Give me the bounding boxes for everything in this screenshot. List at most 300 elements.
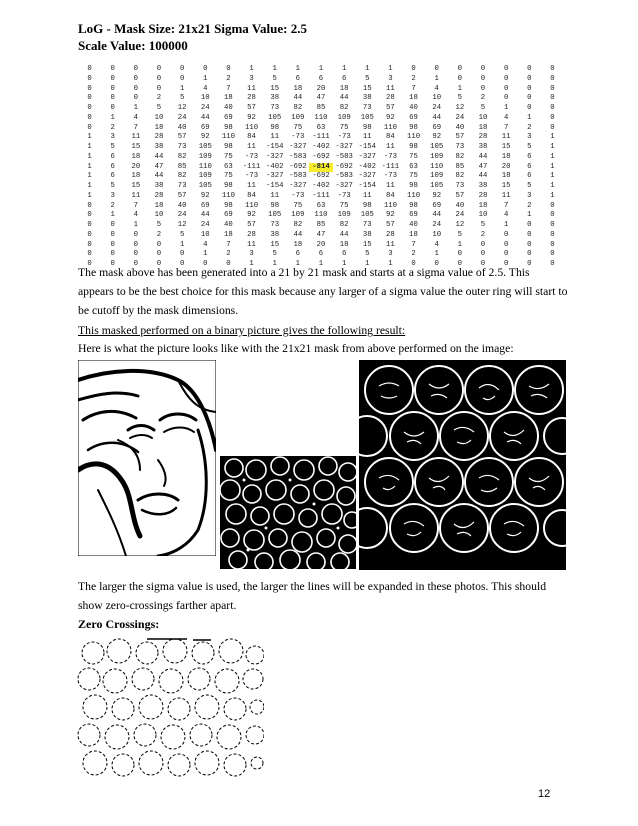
matrix-cell: 73 — [455, 182, 465, 190]
matrix-cell: 11 — [270, 133, 280, 142]
matrix-cell: 0 — [550, 260, 555, 268]
matrix-row — [78, 104, 564, 114]
matrix-cell: 11 — [247, 240, 256, 249]
matrix-cell: 0 — [110, 260, 115, 268]
matrix-cell: 11 — [386, 84, 395, 93]
matrix-cell: 3 — [527, 191, 532, 200]
matrix-cell: 0 — [550, 201, 555, 210]
matrix-cell: 82 — [455, 172, 465, 181]
matrix-cell: 1 — [110, 211, 115, 220]
matrix-cell: 18 — [293, 84, 303, 93]
matrix-row — [78, 163, 564, 173]
matrix-cell: 6 — [110, 152, 115, 161]
matrix-cell: 0 — [226, 65, 231, 73]
matrix-cell: 44 — [339, 94, 349, 103]
matrix-cell: 1 — [249, 65, 254, 73]
matrix-cell: 28 — [247, 230, 256, 239]
matrix-cell: 15 — [362, 240, 372, 249]
matrix-row — [78, 75, 564, 85]
matrix-cell: 1 — [341, 260, 347, 268]
matrix-cell: 44 — [154, 152, 164, 161]
matrix-cell: 1 — [550, 152, 555, 161]
matrix-cell: 1 — [87, 172, 92, 181]
matrix-cell: 15 — [270, 84, 280, 93]
matrix-cell: 110 — [244, 123, 259, 132]
matrix-cell: 5 — [272, 250, 277, 259]
matrix-cell: -73 — [337, 133, 351, 142]
matrix-cell: 0 — [527, 221, 532, 229]
matrix-cell: 10 — [200, 230, 210, 239]
matrix-cell: 24 — [455, 113, 465, 122]
matrix-cell: 0 — [503, 240, 509, 249]
matrix-cell: 1 — [87, 133, 92, 142]
matrix-cell: 57 — [455, 133, 465, 142]
matrix-cell: 109 — [198, 172, 212, 181]
matrix-cell: 6 — [318, 250, 324, 259]
matrix-cell: -692 — [289, 162, 307, 171]
matrix-cell: 1 — [203, 250, 208, 259]
matrix-cell: -73 — [383, 172, 397, 181]
matrix-cell: 98 — [224, 201, 233, 210]
matrix-cell: 0 — [527, 84, 532, 93]
matrix-cell: 1 — [87, 191, 92, 200]
matrix-cell: 92 — [247, 211, 256, 220]
matrix-cell: 2 — [527, 123, 532, 132]
matrix-cell: 0 — [156, 250, 162, 259]
matrix-cell: 4 — [133, 113, 139, 122]
matrix-cell: -402 — [312, 143, 330, 151]
matrix-row — [78, 231, 564, 241]
matrix-cell: 98 — [224, 182, 233, 190]
matrix-cell: -111 — [242, 162, 261, 171]
matrix-cell: -154 — [358, 182, 377, 190]
matrix-cell: 1 — [434, 74, 439, 83]
matrix-cell: 18 — [131, 172, 141, 181]
matrix-cell: 47 — [316, 230, 326, 239]
matrix-cell: 0 — [203, 65, 208, 73]
matrix-cell: 0 — [457, 250, 463, 259]
matrix-cell: 5 — [179, 230, 185, 239]
matrix-cell: 11 — [386, 143, 395, 151]
matrix-cell: 0 — [110, 84, 115, 93]
matrix-cell: -73 — [244, 172, 259, 181]
matrix-cell: 105 — [360, 113, 374, 122]
matrix-cell: 105 — [360, 211, 374, 220]
matrix-cell: 5 — [156, 104, 162, 112]
matrix-cell: 98 — [409, 143, 418, 151]
matrix-cell: 0 — [503, 230, 509, 239]
matrix-cell: 38 — [270, 230, 280, 239]
matrix-cell: 47 — [154, 162, 164, 171]
matrix-cell: -327 — [265, 172, 284, 181]
matrix-cell: 1 — [249, 260, 254, 268]
matrix-cell: 15 — [270, 240, 280, 249]
matrix-cell: 10 — [154, 113, 164, 122]
matrix-cell: 7 — [133, 201, 139, 210]
matrix-cell: 10 — [200, 94, 210, 103]
matrix-cell: 1 — [503, 221, 509, 229]
header-scale-value: Scale Value: 100000 — [78, 38, 188, 53]
matrix-cell: 0 — [550, 94, 555, 103]
matrix-cell: 18 — [339, 240, 349, 249]
matrix-cell: -583 — [289, 172, 307, 181]
matrix-cell: 110 — [221, 133, 235, 142]
matrix-cell: 24 — [177, 113, 187, 122]
matrix-cell: 1 — [318, 260, 324, 268]
matrix-cell: 7 — [503, 123, 509, 132]
matrix-cell: 7 — [411, 240, 416, 249]
matrix-cell: 2 — [226, 250, 231, 259]
matrix-cell: 38 — [362, 94, 372, 103]
matrix-cell: -583 — [335, 172, 353, 181]
sigma-effect-paragraph: The larger the sigma value is used, the larger the lines will be expanded in these photos. This should show zero-crossings farther apart. — [78, 580, 547, 612]
matrix-cell: 28 — [478, 191, 488, 200]
matrix-cell: 69 — [224, 113, 233, 122]
matrix-cell: 75 — [293, 201, 303, 210]
matrix-cell: 110 — [244, 201, 259, 210]
matrix-cell: 6 — [341, 74, 347, 83]
matrix-cell: 15 — [131, 143, 141, 151]
matrix-cell: 5 — [179, 94, 185, 103]
matrix-cell: 11 — [501, 133, 511, 142]
matrix-cell: 15 — [362, 84, 372, 93]
matrix-cell: 44 — [478, 152, 488, 161]
matrix-cell: 105 — [268, 211, 282, 220]
matrix-cell: 109 — [430, 152, 444, 161]
matrix-cell: 10 — [432, 94, 442, 103]
matrix-cell: 28 — [386, 230, 395, 239]
matrix-cell: 0 — [110, 65, 115, 73]
matrix-cell: 1 — [457, 84, 463, 93]
matrix-cell: 98 — [270, 201, 280, 210]
matrix-cell: 110 — [221, 191, 235, 200]
matrix-cell: 109 — [337, 113, 351, 122]
matrix-cell: 12 — [455, 104, 465, 112]
matrix-cell: 6 — [110, 162, 115, 171]
matrix-cell: 24 — [200, 104, 210, 112]
matrix-cell: 0 — [480, 84, 486, 93]
matrix-cell: 63 — [224, 162, 233, 171]
matrix-cell: 105 — [198, 143, 212, 151]
matrix-cell: 3 — [249, 74, 254, 83]
matrix-cell: 0 — [87, 260, 92, 268]
matrix-cell: 1 — [550, 172, 555, 181]
matrix-cell-highlighted: -814 — [309, 163, 332, 173]
result-intro-line: This masked performed on a binary picture gives the following result: — [78, 324, 406, 337]
matrix-row — [78, 172, 564, 182]
matrix-cell: 38 — [478, 143, 488, 151]
matrix-cell: 3 — [110, 191, 115, 200]
matrix-cell: 84 — [247, 191, 256, 200]
matrix-cell: 0 — [87, 240, 92, 249]
matrix-cell: 5 — [110, 143, 115, 151]
matrix-cell: 5 — [272, 74, 277, 83]
zero-crossings-heading: Zero Crossings: — [78, 617, 160, 631]
matrix-cell: 7 — [226, 84, 231, 93]
log-mask-matrix — [78, 65, 564, 270]
matrix-cell: 57 — [386, 221, 395, 229]
matrix-cell: -73 — [383, 152, 397, 161]
matrix-cell: 63 — [316, 123, 326, 132]
matrix-cell: 11 — [362, 133, 372, 142]
matrix-cell: 105 — [430, 143, 444, 151]
matrix-cell: 0 — [550, 74, 555, 83]
matrix-cell: 1 — [179, 240, 185, 249]
matrix-cell: 92 — [432, 133, 442, 142]
matrix-cell: 0 — [110, 230, 115, 239]
matrix-cell: 18 — [478, 201, 488, 210]
matrix-cell: 7 — [503, 201, 509, 210]
matrix-cell: 44 — [339, 230, 349, 239]
matrix-cell: -327 — [358, 152, 377, 161]
matrix-cell: 6 — [295, 74, 301, 83]
matrix-cell: 98 — [409, 201, 418, 210]
matrix-cell: 5 — [156, 221, 162, 229]
matrix-cell: 0 — [550, 250, 555, 259]
matrix-cell: 0 — [110, 74, 115, 83]
matrix-cell: -73 — [337, 191, 351, 200]
matrix-cell: -73 — [291, 133, 305, 142]
matrix-cell: 3 — [249, 250, 254, 259]
matrix-row — [78, 153, 564, 163]
matrix-cell: 18 — [293, 240, 303, 249]
matrix-cell: 0 — [503, 84, 509, 93]
matrix-cell: 3 — [388, 250, 393, 259]
matrix-cell: 0 — [87, 230, 92, 239]
matrix-cell: 0 — [527, 240, 532, 249]
matrix-cell: 105 — [268, 113, 282, 122]
matrix-cell: 98 — [270, 123, 280, 132]
matrix-cell: 2 — [411, 250, 416, 259]
matrix-cell: 110 — [383, 123, 397, 132]
matrix-cell: 18 — [154, 201, 164, 210]
matrix-cell: 0 — [480, 260, 486, 268]
matrix-cell: 18 — [154, 123, 164, 132]
matrix-cell: 3 — [388, 74, 393, 83]
matrix-cell: 0 — [527, 104, 532, 112]
matrix-cell: 5 — [365, 74, 370, 83]
matrix-cell: 1 — [341, 65, 347, 73]
matrix-cell: 69 — [409, 211, 418, 220]
matrix-cell: 5 — [480, 104, 486, 112]
matrix-cell: 3 — [527, 133, 532, 142]
matrix-cell: 11 — [362, 191, 372, 200]
matrix-cell: -583 — [335, 152, 353, 161]
matrix-cell: 0 — [133, 65, 139, 73]
matrix-cell: 57 — [386, 104, 395, 112]
matrix-cell: 47 — [478, 162, 488, 171]
matrix-cell: 1 — [318, 65, 324, 73]
matrix-cell: 105 — [430, 182, 444, 190]
matrix-row — [78, 192, 564, 202]
matrix-cell: 0 — [226, 260, 231, 268]
matrix-cell: 15 — [501, 143, 511, 151]
matrix-cell: 24 — [200, 221, 210, 229]
matrix-cell: 18 — [224, 94, 233, 103]
matrix-cell: 0 — [527, 230, 532, 239]
matrix-cell: 0 — [87, 221, 92, 229]
matrix-cell: 11 — [386, 240, 395, 249]
matrix-cell: 0 — [133, 260, 139, 268]
matrix-cell: 110 — [383, 201, 397, 210]
matrix-cell: 18 — [501, 172, 511, 181]
circles-edge-image — [359, 360, 566, 570]
matrix-cell: 7 — [411, 84, 416, 93]
matrix-cell: 5 — [527, 143, 532, 151]
matrix-cell: 85 — [316, 104, 326, 112]
matrix-cell: 0 — [87, 74, 92, 83]
matrix-cell: 0 — [434, 65, 439, 73]
matrix-cell: 15 — [131, 182, 141, 190]
matrix-cell: 20 — [131, 162, 141, 171]
matrix-cell: 57 — [455, 191, 465, 200]
matrix-cell: 0 — [550, 123, 555, 132]
matrix-cell: 2 — [480, 94, 486, 103]
matrix-cell: 0 — [457, 65, 463, 73]
matrix-cell: 1 — [527, 113, 532, 122]
matrix-cell: 4 — [434, 240, 439, 249]
matrix-cell: -402 — [265, 162, 284, 171]
matrix-row — [78, 250, 564, 260]
matrix-cell: 1 — [365, 65, 370, 73]
matrix-cell: 57 — [177, 191, 187, 200]
matrix-cell: 4 — [133, 211, 139, 220]
matrix-cell: 110 — [198, 162, 212, 171]
matrix-cell: 10 — [478, 113, 488, 122]
matrix-cell: -327 — [289, 182, 307, 190]
matrix-cell: 5 — [457, 94, 463, 103]
matrix-cell: 10 — [432, 230, 442, 239]
matrix-cell: 1 — [550, 162, 555, 171]
matrix-cell: 18 — [478, 123, 488, 132]
matrix-row — [78, 94, 564, 104]
matrix-cell: 0 — [110, 94, 115, 103]
matrix-cell: 0 — [110, 250, 115, 259]
matrix-cell: 11 — [501, 191, 511, 200]
matrix-cell: 12 — [177, 104, 187, 112]
matrix-cell: 110 — [406, 191, 421, 200]
matrix-row — [78, 241, 564, 251]
matrix-cell: 12 — [177, 221, 187, 229]
matrix-cell: 0 — [87, 65, 92, 73]
matrix-cell: 2 — [110, 201, 115, 210]
matrix-cell: 57 — [247, 221, 256, 229]
matrix-cell: 75 — [409, 152, 418, 161]
matrix-cell: 73 — [362, 221, 372, 229]
matrix-cell: -111 — [312, 133, 330, 142]
matrix-cell: 82 — [293, 104, 303, 112]
matrix-cell: 7 — [133, 123, 139, 132]
matrix-cell: 44 — [478, 172, 488, 181]
face-edge-image — [78, 360, 216, 556]
matrix-cell: 0 — [550, 240, 555, 249]
matrix-cell: 73 — [177, 182, 187, 190]
matrix-cell: 0 — [156, 65, 162, 73]
page-number: 12 — [538, 788, 551, 800]
matrix-cell: 44 — [200, 113, 210, 122]
matrix-cell: 0 — [550, 230, 555, 239]
matrix-cell: 0 — [457, 260, 463, 268]
matrix-cell: 92 — [386, 113, 395, 122]
matrix-cell: 4 — [203, 240, 208, 249]
matrix-cell: 0 — [503, 94, 509, 103]
matrix-cell: 44 — [200, 211, 210, 220]
matrix-cell: 69 — [432, 123, 442, 132]
matrix-cell: 0 — [156, 260, 162, 268]
matrix-cell: 7 — [226, 240, 231, 249]
matrix-cell: 0 — [87, 94, 92, 103]
matrix-cell: 10 — [478, 211, 488, 220]
matrix-cell: 20 — [316, 240, 326, 249]
zero-crossings-image — [77, 637, 264, 783]
matrix-row — [78, 114, 564, 124]
matrix-cell: 40 — [409, 104, 418, 112]
matrix-cell: 1 — [550, 143, 555, 151]
matrix-cell: 11 — [131, 133, 141, 142]
matrix-cell: -154 — [358, 143, 377, 151]
matrix-cell: 2 — [156, 230, 162, 239]
matrix-cell: 75 — [224, 172, 233, 181]
matrix-cell: 0 — [503, 250, 509, 259]
matrix-cell: 18 — [224, 230, 233, 239]
matrix-cell: 84 — [386, 133, 395, 142]
matrix-cell: 92 — [200, 133, 210, 142]
matrix-cell: 1 — [133, 221, 139, 229]
matrix-cell: 0 — [87, 104, 92, 112]
matrix-cell: 109 — [291, 113, 305, 122]
matrix-cell: 38 — [154, 182, 164, 190]
matrix-cell: 1 — [179, 84, 185, 93]
matrix-cell: 0 — [480, 74, 486, 83]
matrix-cell: 0 — [503, 74, 509, 83]
matrix-cell: 1 — [87, 182, 92, 190]
matrix-cell: 3 — [110, 133, 115, 142]
matrix-cell: 0 — [480, 250, 486, 259]
matrix-cell: 105 — [198, 182, 212, 190]
matrix-cell: 82 — [339, 104, 349, 112]
matrix-cell: 40 — [409, 221, 418, 229]
matrix-cell: 6 — [318, 74, 324, 83]
matrix-cell: 11 — [131, 191, 141, 200]
matrix-cell: 1 — [133, 104, 139, 112]
matrix-cell: -73 — [291, 191, 305, 200]
matrix-cell: 24 — [177, 211, 187, 220]
matrix-cell: 73 — [270, 221, 280, 229]
matrix-cell: 0 — [87, 250, 92, 259]
matrix-cell: 82 — [177, 172, 187, 181]
matrix-cell: 110 — [314, 211, 328, 220]
matrix-cell: 4 — [503, 113, 509, 122]
matrix-cell: 0 — [110, 240, 115, 249]
matrix-cell: 57 — [247, 104, 256, 112]
matrix-cell: -111 — [381, 162, 400, 171]
matrix-cell: 0 — [503, 65, 509, 73]
matrix-cell: 18 — [501, 152, 511, 161]
matrix-cell: 84 — [386, 191, 395, 200]
matrix-cell: 0 — [527, 250, 532, 259]
matrix-row — [78, 133, 564, 143]
matrix-cell: -692 — [312, 172, 330, 181]
matrix-cell: 11 — [270, 191, 280, 200]
matrix-cell: 1 — [457, 240, 463, 249]
matrix-cell: 75 — [293, 123, 303, 132]
matrix-cell: 12 — [455, 221, 465, 229]
matrix-cell: 0 — [133, 240, 139, 249]
matrix-cell: 47 — [316, 94, 326, 103]
matrix-cell: 82 — [455, 152, 465, 161]
matrix-cell: 75 — [409, 172, 418, 181]
matrix-cell: 5 — [457, 230, 463, 239]
